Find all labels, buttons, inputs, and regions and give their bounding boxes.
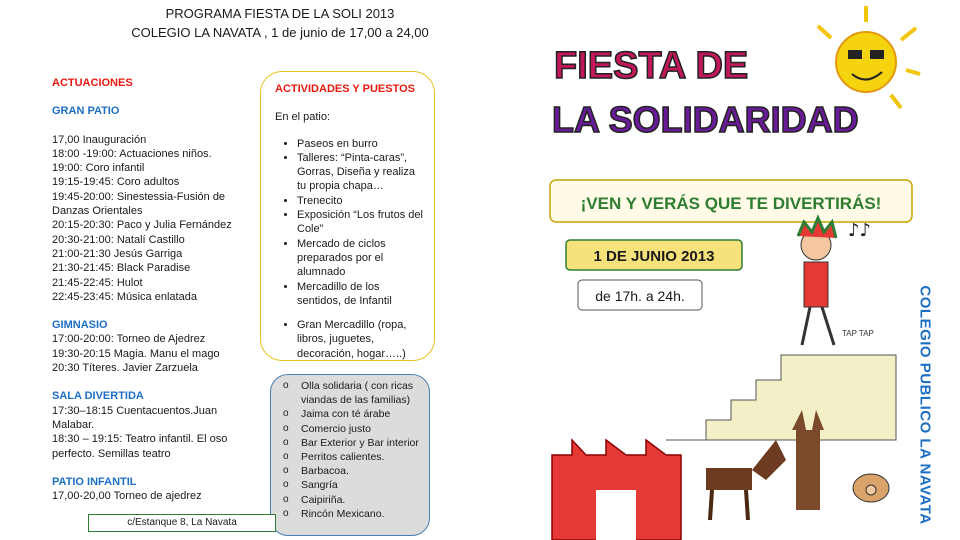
stall-item: o Sangría [301,478,425,492]
gran-patio-list [52,133,262,305]
activities-title: ACTIVIDADES Y PUESTOS [275,83,415,95]
program-subtitle: COLEGIO LA NAVATA , 1 de junio de 17,00 a 24,00 [131,25,429,40]
donkey-drawing [706,440,786,520]
castle-drawing [552,440,681,540]
schedule-item: 19:30-20:15 Magia. Manu el mago [52,347,220,360]
poster-title-line1: FIESTA DE [554,45,749,87]
stalls-list [279,379,425,521]
activity-item: • Trenecito [297,194,426,208]
pig-drawing [853,474,889,502]
activities-box [260,71,435,361]
schedule-item: 19:00: Coro infantil [52,162,145,175]
activity-item: • Mercadillo de los sentidos, de Infantil [297,280,426,309]
poster-time: de 17h. a 24h. [595,288,685,304]
schedule-item: 19:15-19:45: Coro adultos [52,176,180,189]
schedule-item: 20:30 Títeres. Javier Zarzuela [52,362,198,375]
schedule-column [52,76,262,503]
schedule-item: 17:30–18:15 Cuentacuentos.Juan Malabar. [52,404,218,431]
schedule-item: 17,00 Inauguración [52,133,147,146]
sun-icon [818,6,920,108]
stall-item: o Olla solidaria ( con ricas viandas de las familias) [301,379,425,407]
patio-infantil-list [52,489,262,503]
vertical-school-label [910,270,940,540]
stall-item: o Comercio justo [301,422,425,436]
activity-item: • Gran Mercadillo (ropa, libros, juguetes, decoración, hogar…..) [297,318,426,361]
schedule-item: 20:15-20:30: Paco y Julia Fernández [52,219,232,232]
activity-item: • Mercado de ciclos preparados por el alumnado [297,237,426,280]
schedule-item: 18:30 – 19:15: Teatro infantil. El oso perfecto. Semillas teatro [52,433,228,460]
section-heading-sala-divertida: SALA DIVERTIDA [52,390,144,403]
poster-illustration [526,0,921,540]
gimnasio-list [52,332,262,375]
schedule-item: 20:30-21:00: Natalí Castillo [52,233,185,246]
section-heading-patio-infantil: PATIO INFANTIL [52,475,137,488]
schedule-item: 21:00-21:30 Jesús Garriga [52,247,183,260]
stall-item: o Barbacoa. [301,464,425,478]
section-heading-gran-patio: GRAN PATIO [52,105,120,118]
poster-slogan: ¡VEN Y VERÁS QUE TE DIVERTIRÁS! [580,194,882,213]
stalls-box [270,374,430,536]
poster-date: 1 DE JUNIO 2013 [593,248,715,265]
music-note-icon: ♪♪ [848,220,871,241]
section-heading-gimnasio: GIMNASIO [52,319,108,332]
stall-item: o Perritos calientes. [301,450,425,464]
schedule-title: ACTUACIONES [52,77,133,89]
stall-item: o Rincón Mexicano. [301,507,425,521]
stairs-drawing [666,355,896,440]
activity-item: • Paseos en burro [297,137,426,151]
activity-item: • Exposición “Los frutos del Cole” [297,208,426,237]
poster-title-line2: LA SOLIDARIDAD [552,99,859,140]
schedule-item: 21:30-21:45: Black Paradise [52,262,191,275]
schedule-item: 17,00-20,00 Torneo de ajedrez [52,490,202,503]
schedule-item: 21:45-22:45: Hulot [52,276,143,289]
activities-list [275,137,426,361]
activities-intro: En el patio: [275,111,331,124]
stall-item: o Bar Exterior y Bar interior [301,436,425,450]
stall-item: o Jaima con té árabe [301,407,425,421]
schedule-item: 19:45-20:00: Sinestessia-Fusión de Danzas Orientales [52,190,226,218]
stall-item: o Caipiriña. [301,493,425,507]
schedule-item: 18:00 -19:00: Actuaciones niños. [52,147,212,160]
schedule-item: 22:45-23:45: Música enlatada [52,290,197,303]
program-title: PROGRAMA FIESTA DE LA SOLI 2013 [165,6,395,21]
sala-divertida-list [52,404,262,461]
singer-figure [798,218,836,345]
schedule-item: 17:00-20:00: Torneo de Ajedrez [52,333,206,346]
address-box: c/Estanque 8, La Navata [88,514,276,532]
vertical-school-text: COLEGIO PUBLICO LA NAVATA [916,285,934,525]
tap-label: TAP TAP [842,329,874,338]
activity-item: • Talleres: “Pinta-caras”, Gorras, Diseña y realiza tu propia chapa… [297,151,426,194]
